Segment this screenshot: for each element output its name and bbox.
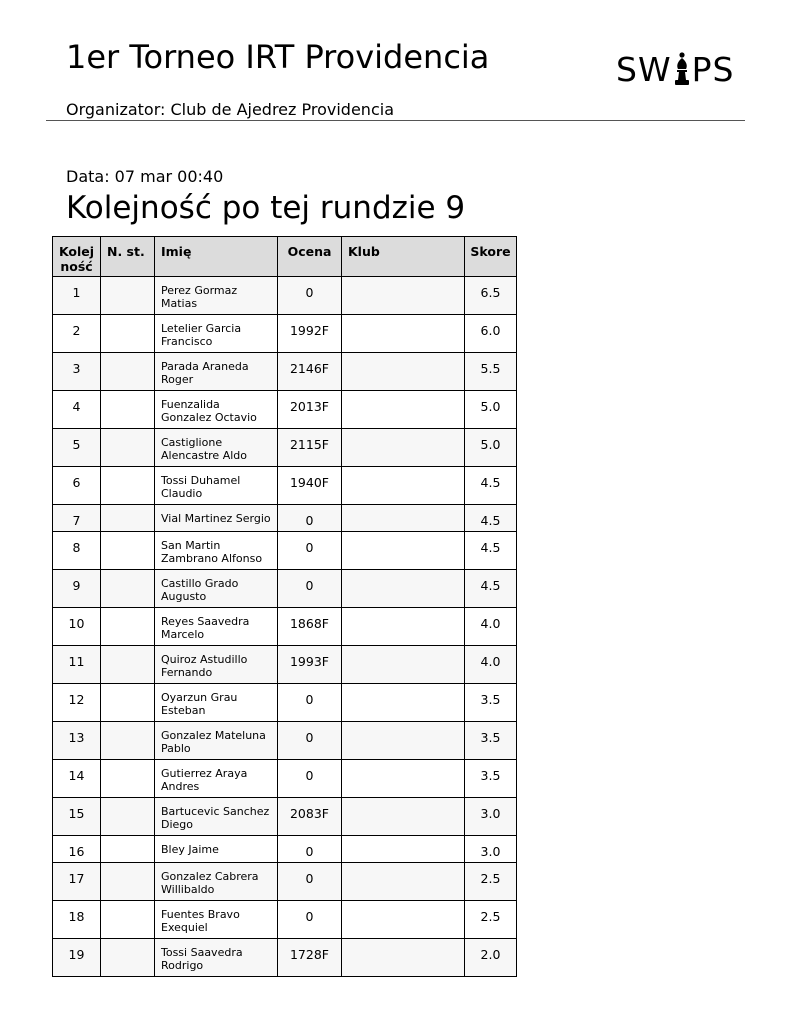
- club-cell: [342, 684, 465, 722]
- start-number-cell: [101, 798, 155, 836]
- score-cell: 5.5: [465, 353, 517, 391]
- rating-cell: 0: [278, 532, 342, 570]
- rating-cell: 0: [278, 505, 342, 532]
- rank-cell: 12: [53, 684, 101, 722]
- club-cell: [342, 901, 465, 939]
- logo-text-right: PS: [691, 50, 735, 89]
- rating-cell: 2013F: [278, 391, 342, 429]
- score-cell: 3.5: [465, 760, 517, 798]
- score-cell: 4.5: [465, 532, 517, 570]
- start-number-cell: [101, 939, 155, 977]
- player-name-cell: Tossi Saavedra Rodrigo: [155, 939, 278, 977]
- start-number-cell: [101, 760, 155, 798]
- score-cell: 6.5: [465, 277, 517, 315]
- rank-cell: 16: [53, 836, 101, 863]
- column-header-score: Skore: [465, 237, 517, 277]
- rank-cell: 1: [53, 277, 101, 315]
- column-header-rating: Ocena: [278, 237, 342, 277]
- start-number-cell: [101, 277, 155, 315]
- club-cell: [342, 505, 465, 532]
- club-cell: [342, 863, 465, 901]
- rating-cell: 0: [278, 722, 342, 760]
- player-name-cell: Perez Gormaz Matias: [155, 277, 278, 315]
- rank-cell: 17: [53, 863, 101, 901]
- score-cell: 4.0: [465, 608, 517, 646]
- start-number-cell: [101, 722, 155, 760]
- rating-cell: 2115F: [278, 429, 342, 467]
- score-cell: 2.5: [465, 863, 517, 901]
- player-name-cell: Oyarzun Grau Esteban: [155, 684, 278, 722]
- start-number-cell: [101, 429, 155, 467]
- club-cell: [342, 277, 465, 315]
- rank-cell: 19: [53, 939, 101, 977]
- club-cell: [342, 646, 465, 684]
- rating-cell: 0: [278, 760, 342, 798]
- rank-cell: 18: [53, 901, 101, 939]
- table-row: [53, 277, 517, 315]
- table-row: [53, 863, 517, 901]
- start-number-cell: [101, 570, 155, 608]
- table-row: [53, 939, 517, 977]
- rating-cell: 0: [278, 901, 342, 939]
- club-cell: [342, 391, 465, 429]
- start-number-cell: [101, 505, 155, 532]
- club-cell: [342, 429, 465, 467]
- table-row: [53, 315, 517, 353]
- rank-cell: 6: [53, 467, 101, 505]
- score-cell: 2.0: [465, 939, 517, 977]
- table-row: [53, 836, 517, 863]
- organizer-line: Organizator: Club de Ajedrez Providencia: [66, 100, 394, 119]
- player-name-cell: Fuentes Bravo Exequiel: [155, 901, 278, 939]
- start-number-cell: [101, 391, 155, 429]
- start-number-cell: [101, 863, 155, 901]
- rank-cell: 13: [53, 722, 101, 760]
- rank-cell: 15: [53, 798, 101, 836]
- table-row: [53, 901, 517, 939]
- start-number-cell: [101, 646, 155, 684]
- rank-cell: 7: [53, 505, 101, 532]
- start-number-cell: [101, 901, 155, 939]
- score-cell: 3.5: [465, 722, 517, 760]
- column-header-rank: Kolej ność: [53, 237, 101, 277]
- start-number-cell: [101, 467, 155, 505]
- rank-cell: 4: [53, 391, 101, 429]
- club-cell: [342, 353, 465, 391]
- rank-cell: 9: [53, 570, 101, 608]
- rating-cell: 2146F: [278, 353, 342, 391]
- rating-cell: 0: [278, 836, 342, 863]
- table-row: [53, 798, 517, 836]
- table-row: [53, 684, 517, 722]
- table-row: [53, 722, 517, 760]
- club-cell: [342, 608, 465, 646]
- club-cell: [342, 939, 465, 977]
- rank-cell: 5: [53, 429, 101, 467]
- rank-cell: 10: [53, 608, 101, 646]
- score-cell: 4.5: [465, 467, 517, 505]
- player-name-cell: Gonzalez Cabrera Willibaldo: [155, 863, 278, 901]
- column-header-name: Imię: [155, 237, 278, 277]
- rating-cell: 2083F: [278, 798, 342, 836]
- player-name-cell: Castillo Grado Augusto: [155, 570, 278, 608]
- rank-cell: 3: [53, 353, 101, 391]
- start-number-cell: [101, 608, 155, 646]
- table-row: [53, 505, 517, 532]
- header-divider: [46, 120, 745, 121]
- rating-cell: 1940F: [278, 467, 342, 505]
- score-cell: 4.0: [465, 646, 517, 684]
- start-number-cell: [101, 684, 155, 722]
- rating-cell: 0: [278, 684, 342, 722]
- table-row: [53, 532, 517, 570]
- rating-cell: 0: [278, 863, 342, 901]
- column-header-club: Klub: [342, 237, 465, 277]
- player-name-cell: Vial Martinez Sergio: [155, 505, 278, 532]
- table-row: [53, 429, 517, 467]
- score-cell: 3.0: [465, 836, 517, 863]
- start-number-cell: [101, 532, 155, 570]
- club-cell: [342, 722, 465, 760]
- chess-bishop-icon: [673, 52, 691, 86]
- rating-cell: 1728F: [278, 939, 342, 977]
- rating-cell: 1992F: [278, 315, 342, 353]
- score-cell: 4.5: [465, 570, 517, 608]
- rating-cell: 1868F: [278, 608, 342, 646]
- player-name-cell: Quiroz Astudillo Fernando: [155, 646, 278, 684]
- player-name-cell: Reyes Saavedra Marcelo: [155, 608, 278, 646]
- start-number-cell: [101, 315, 155, 353]
- player-name-cell: Letelier Garcia Francisco: [155, 315, 278, 353]
- table-row: [53, 646, 517, 684]
- table-row: [53, 760, 517, 798]
- rank-cell: 11: [53, 646, 101, 684]
- column-header-start-number: N. st.: [101, 237, 155, 277]
- score-cell: 3.5: [465, 684, 517, 722]
- tournament-title: 1er Torneo IRT Providencia: [66, 38, 490, 76]
- score-cell: 5.0: [465, 429, 517, 467]
- start-number-cell: [101, 836, 155, 863]
- club-cell: [342, 467, 465, 505]
- rating-cell: 1993F: [278, 646, 342, 684]
- player-name-cell: Bartucevic Sanchez Diego: [155, 798, 278, 836]
- rank-cell: 2: [53, 315, 101, 353]
- table-row: [53, 570, 517, 608]
- score-cell: 3.0: [465, 798, 517, 836]
- rank-cell: 8: [53, 532, 101, 570]
- start-number-cell: [101, 353, 155, 391]
- swips-logo: [616, 46, 735, 89]
- club-cell: [342, 836, 465, 863]
- rank-cell: 14: [53, 760, 101, 798]
- logo-text-left: SW: [616, 50, 672, 89]
- player-name-cell: Tossi Duhamel Claudio: [155, 467, 278, 505]
- player-name-cell: Bley Jaime: [155, 836, 278, 863]
- rating-cell: 0: [278, 570, 342, 608]
- table-row: [53, 353, 517, 391]
- table-body: [53, 277, 517, 977]
- standings-table: [52, 236, 517, 977]
- club-cell: [342, 570, 465, 608]
- club-cell: [342, 315, 465, 353]
- table-row: [53, 391, 517, 429]
- table-row: [53, 608, 517, 646]
- player-name-cell: Gutierrez Araya Andres: [155, 760, 278, 798]
- club-cell: [342, 798, 465, 836]
- table-header-row: [53, 237, 517, 277]
- player-name-cell: San Martin Zambrano Alfonso: [155, 532, 278, 570]
- table-row: [53, 467, 517, 505]
- standings-heading: Kolejność po tej rundzie 9: [66, 190, 466, 226]
- score-cell: 5.0: [465, 391, 517, 429]
- player-name-cell: Gonzalez Mateluna Pablo: [155, 722, 278, 760]
- score-cell: 6.0: [465, 315, 517, 353]
- player-name-cell: Fuenzalida Gonzalez Octavio: [155, 391, 278, 429]
- score-cell: 2.5: [465, 901, 517, 939]
- score-cell: 4.5: [465, 505, 517, 532]
- report-date: Data: 07 mar 00:40: [66, 167, 224, 186]
- player-name-cell: Parada Araneda Roger: [155, 353, 278, 391]
- rating-cell: 0: [278, 277, 342, 315]
- club-cell: [342, 532, 465, 570]
- club-cell: [342, 760, 465, 798]
- player-name-cell: Castiglione Alencastre Aldo: [155, 429, 278, 467]
